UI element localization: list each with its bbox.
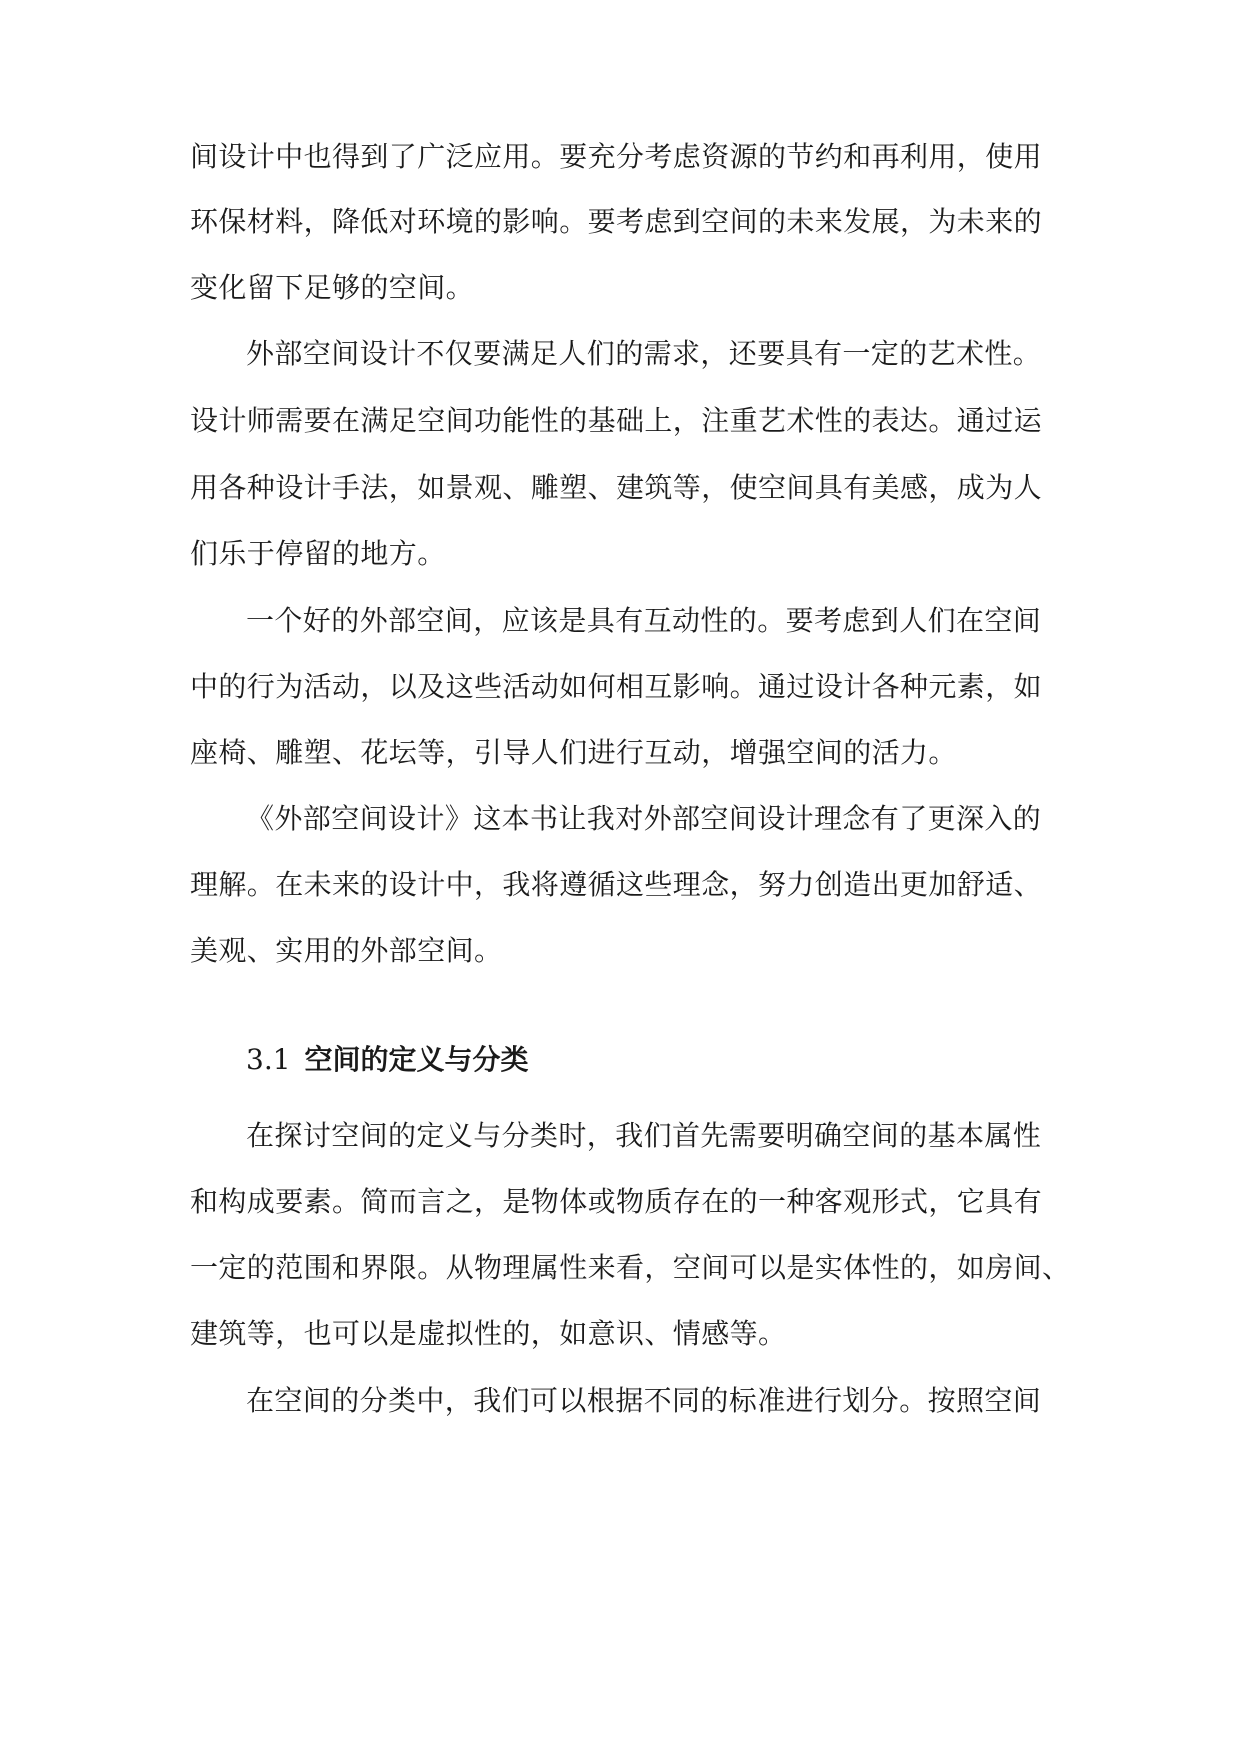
text-line: 外部空间设计不仅要满足人们的需求，还要具有一定的艺术性。 bbox=[246, 337, 1042, 370]
text-line: 一个好的外部空间，应该是具有互动性的。要考虑到人们在空间 bbox=[246, 604, 1042, 637]
text-line: 建筑等，也可以是虚拟性的，如意识、情感等。 bbox=[190, 1317, 787, 1350]
section-heading bbox=[246, 1040, 529, 1080]
section-number: 3.1 bbox=[246, 1043, 291, 1076]
text-line: 一定的范围和界限。从物理属性来看，空间可以是实体性的，如房间、 bbox=[190, 1251, 1071, 1284]
text-line: 座椅、雕塑、花坛等，引导人们进行互动，增强空间的活力。 bbox=[190, 736, 957, 769]
text-line: 间设计中也得到了广泛应用。要充分考虑资源的节约和再利用，使用 bbox=[190, 140, 1043, 173]
text-line: 设计师需要在满足空间功能性的基础上，注重艺术性的表达。通过运 bbox=[190, 404, 1043, 437]
text-line: 美观、实用的外部空间。 bbox=[190, 934, 503, 967]
text-line: 环保材料，降低对环境的影响。要考虑到空间的未来发展，为未来的 bbox=[190, 205, 1043, 238]
text-line: 理解。在未来的设计中，我将遵循这些理念，努力创造出更加舒适、 bbox=[190, 868, 1043, 901]
text-line: 用各种设计手法，如景观、雕塑、建筑等，使空间具有美感，成为人 bbox=[190, 471, 1043, 504]
text-line: 中的行为活动，以及这些活动如何相互影响。通过设计各种元素，如 bbox=[190, 670, 1043, 703]
text-line: 在空间的分类中，我们可以根据不同的标准进行划分。按照空间 bbox=[246, 1384, 1042, 1417]
text-line: 《外部空间设计》这本书让我对外部空间设计理念有了更深入的 bbox=[246, 802, 1042, 835]
text-line: 变化留下足够的空间。 bbox=[190, 271, 475, 304]
text-line: 和构成要素。简而言之，是物体或物质存在的一种客观形式，它具有 bbox=[190, 1185, 1043, 1218]
text-line: 们乐于停留的地方。 bbox=[190, 537, 446, 570]
text-line: 在探讨空间的定义与分类时，我们首先需要明确空间的基本属性 bbox=[246, 1119, 1042, 1152]
section-title: 空间的定义与分类 bbox=[304, 1043, 529, 1076]
